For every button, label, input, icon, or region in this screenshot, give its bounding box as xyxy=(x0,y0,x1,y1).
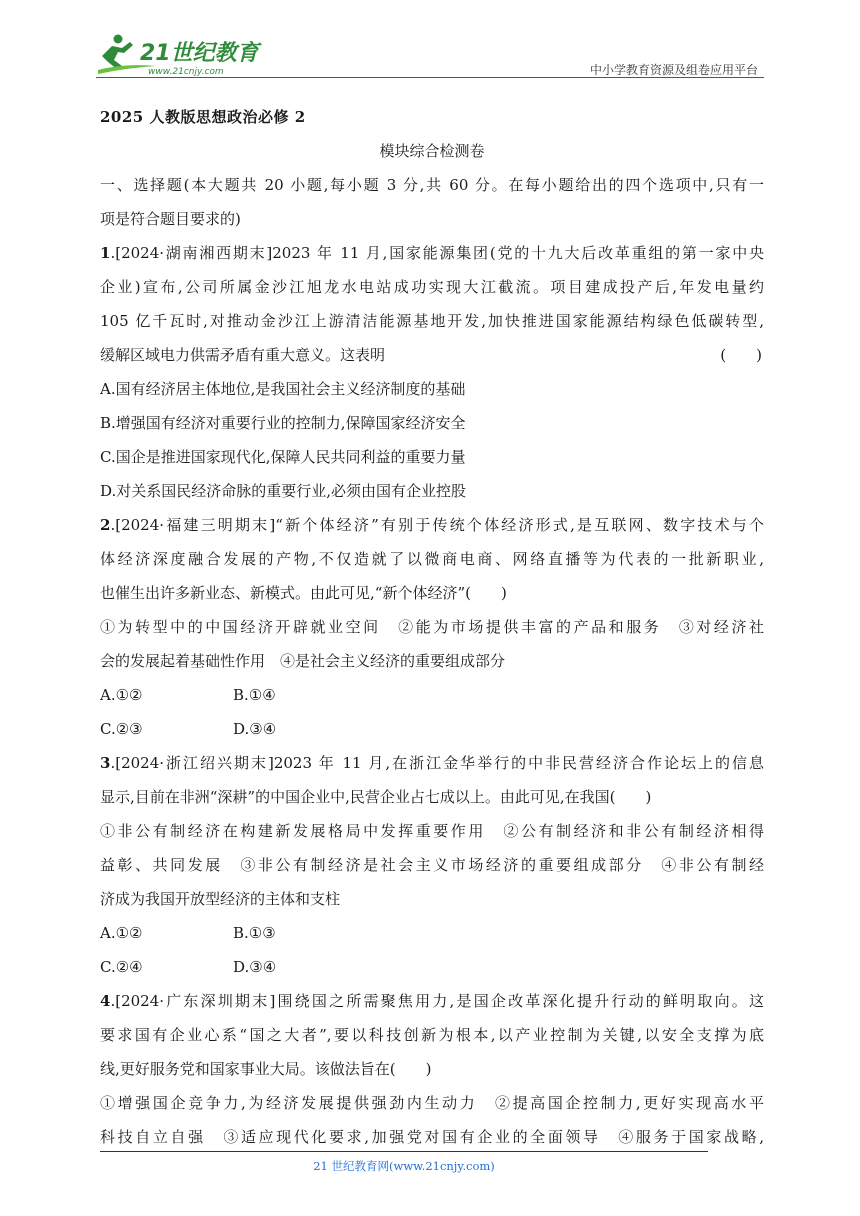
question-stem-line: 显示,目前在非洲“深耕”的中国企业中,民营企业占七成以上。由此可见,在我国( ) xyxy=(100,788,652,806)
option-row xyxy=(100,678,764,712)
header-tagline: 中小学教育资源及组卷应用平台 xyxy=(589,63,758,77)
question-stem-line: 也催生出许多新业态、新模式。由此可见,“新个体经济”( ) xyxy=(100,584,507,602)
option-b: B.增强国有经济对重要行业的控制力,保障国家经济安全 xyxy=(100,414,466,432)
option-row xyxy=(100,950,764,984)
option-d: D.③④ xyxy=(233,958,277,976)
document-title: 2025 人教版思想政治必修 2 xyxy=(100,108,306,126)
option-c: C.②③ xyxy=(100,720,143,738)
question-stem-line: 体经济深度融合发展的产物,不仅造就了以微商电商、网络直播等为代表的一批新职业, xyxy=(100,550,764,568)
option-d: D.③④ xyxy=(233,720,277,738)
statement-line: ①非公有制经济在构建新发展格局中发挥重要作用 ②公有制经济和非公有制经济相得 xyxy=(100,822,764,840)
option-a: A.①② xyxy=(100,924,143,942)
question-stem-line: 1.[2024·湖南湘西期末]2023 年 11 月,国家能源集团(党的十九大后改革重组的第一家中央 xyxy=(100,244,764,262)
logo-url: www.21cnjy.com xyxy=(148,67,224,77)
question-number: 1 xyxy=(100,244,111,262)
section-heading-line: 一、选择题(本大题共 20 小题,每小题 3 分,共 60 分。在每小题给出的四个选项中,只有一 xyxy=(100,176,764,194)
question-stem-line: 缓解区域电力供需矛盾有重大意义。这表明 ( ) xyxy=(100,338,764,372)
option-b: B.①③ xyxy=(233,924,276,942)
option-a: A.①② xyxy=(100,686,143,704)
logo xyxy=(96,30,266,78)
option-a: A.国有经济居主体地位,是我国社会主义经济制度的基础 xyxy=(100,380,466,398)
question-1 xyxy=(100,236,764,508)
option-c: C.②④ xyxy=(100,958,143,976)
option-d: D.对关系国民经济命脉的重要行业,必须由国有企业控股 xyxy=(100,482,467,500)
question-stem-line: 3.[2024·浙江绍兴期末]2023 年 11 月,在浙江金华举行的中非民营经济合作论坛上的信息 xyxy=(100,754,764,772)
question-stem-line: 线,更好服务党和国家事业大局。该做法旨在( ) xyxy=(100,1060,432,1078)
question-stem-line: 4.[2024·广东深圳期末]围绕国之所需聚焦用力,是国企改革深化提升行动的鲜明取向。这 xyxy=(100,992,764,1010)
page-header xyxy=(96,30,764,80)
section-heading-line: 项是符合题目要求的) xyxy=(100,210,241,228)
question-number: 4 xyxy=(100,992,111,1010)
answer-blank: ( ) xyxy=(720,346,762,364)
statement-line: 科技自立自强 ③适应现代化要求,加强党对国有企业的全面领导 ④服务于国家战略, xyxy=(100,1128,764,1146)
option-row xyxy=(100,916,764,950)
question-number: 3 xyxy=(100,754,111,772)
statement-line: 济成为我国开放型经济的主体和支柱 xyxy=(100,890,341,908)
document-subtitle: 模块综合检测卷 xyxy=(379,142,485,160)
option-row xyxy=(100,712,764,746)
question-stem-line: 要求国有企业心系“国之大者”,要以科技创新为根本,以产业控制为关键,以安全支撑为底 xyxy=(100,1026,764,1044)
statement-line: 益彰、共同发展 ③非公有制经济是社会主义市场经济的重要组成部分 ④非公有制经 xyxy=(100,856,764,874)
document-body xyxy=(100,100,764,1154)
question-stem-line: 企业)宣布,公司所属金沙江旭龙水电站成功实现大江截流。项目建成投产后,年发电量约 xyxy=(100,278,764,296)
question-2 xyxy=(100,508,764,746)
header-divider xyxy=(96,77,764,78)
question-stem-line: 2.[2024·福建三明期末]“新个体经济”有别于传统个体经济形式,是互联网、数字技术与个 xyxy=(100,516,764,534)
logo-mark xyxy=(96,30,266,78)
statement-line: ①为转型中的中国经济开辟就业空间 ②能为市场提供丰富的产品和服务 ③对经济社 xyxy=(100,618,764,636)
footer-divider xyxy=(100,1151,708,1152)
question-stem-line: 105 亿千瓦时,对推动金沙江上游清洁能源基地开发,加快推进国家能源结构绿色低碳转型, xyxy=(100,312,764,330)
question-number: 2 xyxy=(100,516,111,534)
statement-line: ①增强国企竞争力,为经济发展提供强劲内生动力 ②提高国企控制力,更好实现高水平 xyxy=(100,1094,764,1112)
option-b: B.①④ xyxy=(233,686,276,704)
runner-head-icon xyxy=(114,35,123,44)
question-3 xyxy=(100,746,764,984)
statement-line: 会的发展起着基础性作用 ④是社会主义经济的重要组成部分 xyxy=(100,652,506,670)
option-c: C.国企是推进国家现代化,保障人民共同利益的重要力量 xyxy=(100,448,466,466)
page-footer[interactable]: 21 世纪教育网(www.21cnjy.com) xyxy=(313,1159,495,1173)
question-4 xyxy=(100,984,764,1154)
logo-text: 21世纪教育 xyxy=(140,41,259,66)
